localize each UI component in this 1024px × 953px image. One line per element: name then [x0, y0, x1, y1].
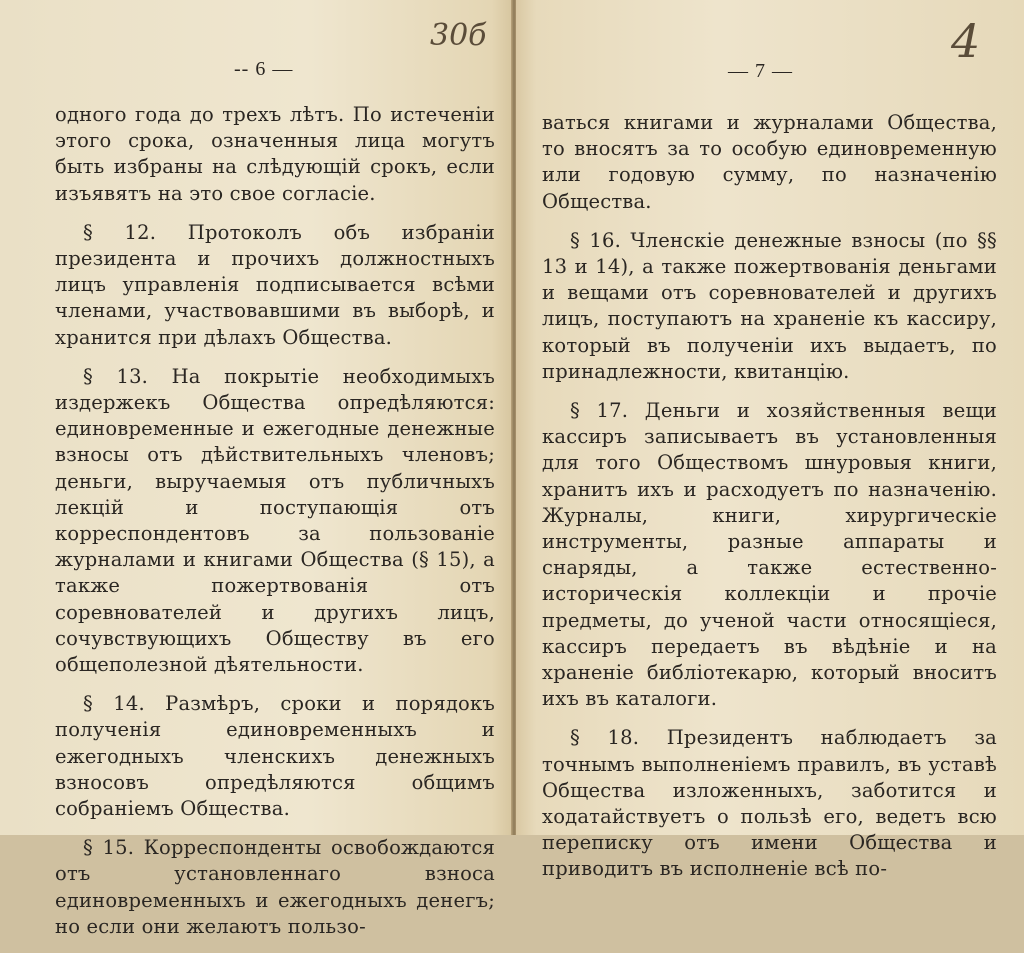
- handwritten-folio-note: 30б: [430, 18, 487, 53]
- paragraph-section-16: § 16. Членскіе денежные взносы (по §§ 13 и 14), а также пожертвованія деньгами и вещами отъ соревнователей и другихъ лицъ, поступаютъ на храненіе къ кассиру, который въ полученіи ихъ выдаетъ, по принадлежности, квитанцію.: [542, 228, 997, 383]
- paragraph-section-13: § 13. На покрытіе необходимыхъ издержекъ Общества опредѣляются: единовременные и ежегодные денежные взносы отъ дѣйствительныхъ членовъ; деньги, выручаемыя отъ публичныхъ лекцій и поступающія отъ корреспондентовъ за пользованіе журналами и книгами Общества (§ 15), а также пожертвованія отъ соревнователей и другихъ лицъ, сочувствующихъ Обществу въ его общеполезной дѣятельности.: [55, 364, 495, 677]
- paragraph-section-18: § 18. Президентъ наблюдаетъ за точнымъ выполненіемъ правилъ, въ уставѣ Общества изложенныхъ, заботится и ходатайствуетъ о пользѣ его, ведетъ всю переписку отъ имени Общества и приводитъ въ исполненіе всѣ по-: [542, 726, 997, 881]
- paragraph-continued: ваться книгами и журналами Общества, то вносятъ за то особую единовременную или годовую сумму, по назначенію Общества.: [542, 111, 997, 213]
- paragraph-continued: одного года до трехъ лѣтъ. По истеченіи этого срока, означенныя лица могутъ быть избраны на слѣдующій срокъ, если изъявятъ на это свое согласіе.: [55, 103, 495, 205]
- paragraph-section-12: § 12. Протоколъ объ избраніи президента и прочихъ должностныхъ лицъ управленія подписывается всѣми членами, участвовавшими въ выборѣ, и хранится при дѣлахъ Общества.: [55, 220, 495, 349]
- page-number: — 7 —: [728, 60, 793, 82]
- left-page-text: [55, 102, 495, 953]
- paragraph-section-15: § 15. Корреспонденты освобождаются отъ установленнаго взноса единовременныхъ и ежегодныхъ денегъ; но если они желаютъ пользо-: [55, 836, 495, 938]
- page-number: -- 6 —: [234, 58, 294, 80]
- right-page-text: [542, 110, 997, 896]
- paragraph-section-17: § 17. Деньги и хозяйственныя вещи кассиръ записываетъ въ установленныя для того Обществомъ шнуровыя книги, хранитъ ихъ и расходуетъ по назначенію. Журналы, книги, хирургическіе инструменты, разные аппараты и снаряды, а также естественно-историческія коллекціи и прочіе предметы, до ученой части относящіеся, кассиръ передаетъ въ вѣдѣніе и на храненіе библіотекарю, который вноситъ ихъ въ каталоги.: [542, 399, 997, 711]
- handwritten-folio-note: 4: [951, 14, 981, 68]
- left-page: [0, 0, 512, 938]
- paragraph-section-14: § 14. Размѣръ, сроки и порядокъ полученія единовременныхъ и ежегодныхъ членскихъ денежныхъ взносовъ опредѣляются общимъ собраніемъ Общества.: [55, 692, 495, 821]
- right-page: [516, 0, 1024, 881]
